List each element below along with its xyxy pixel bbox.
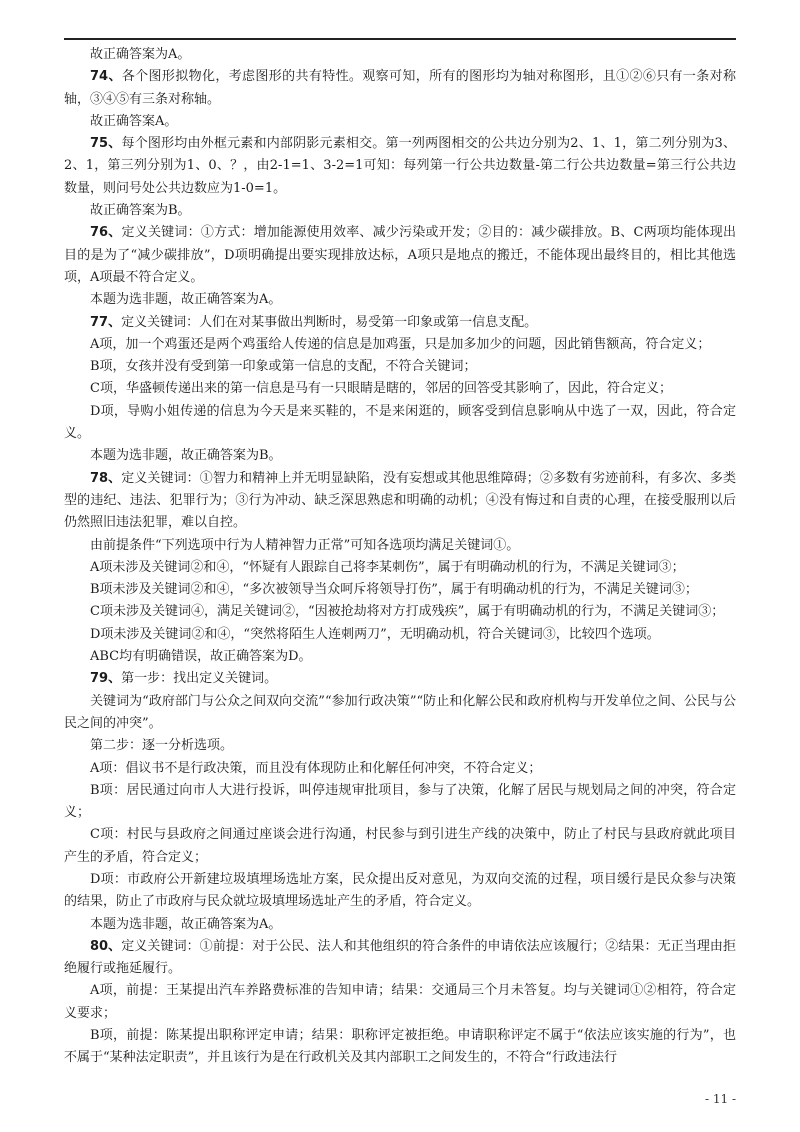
paragraph: ABC均有明确错误，故正确答案为D。 [90, 649, 312, 665]
question-number: 79、 [90, 671, 122, 687]
paragraph: D项：市政府公开新建垃圾填埋场选址方案，民众提出反对意见，为双向交流的过程，项目缓行是民众参与决策的结果，防止了市政府与民众就垃圾填埋场选址产生的矛盾，符合定义。 [64, 871, 736, 910]
question-number: 78、 [90, 470, 122, 486]
paragraph: A项，加一个鸡蛋还是两个鸡蛋给人传递的信息是加鸡蛋，只是加多加少的问题，因此销售额高，符合定义； [90, 336, 711, 352]
paragraph: C项：村民与县政府之间通过座谈会进行沟通，村民参与到引进生产线的决策中，防止了村民与县政府就此项目产生的矛盾，符合定义； [64, 827, 736, 865]
paragraph: 77、定义关键词：人们在对某事做出判断时，易受第一印象或第一信息支配。 [90, 314, 538, 330]
paragraph: C项，华盛顿传递出来的第一信息是马有一只眼睛是瞎的，邻居的回答受其影响了，因此，符合定义； [90, 381, 672, 397]
paragraph: D项，导购小姐传递的信息为今天是来买鞋的，不是来闲逛的，顾客受到信息影响从中选了一双，因此，符合定义。 [64, 403, 736, 442]
paragraph: C项未涉及关键词④，满足关键词②，“因被抢劫将对方打成残疾”，属于有明确动机的行为，不满足关键词③； [90, 604, 725, 620]
paragraph: 故正确答案A。 [90, 113, 178, 129]
paragraph: 本题为选非题，故正确答案为A。 [90, 292, 282, 308]
paragraph: 79、第一步：找出定义关键词。 [90, 671, 278, 687]
paragraph: B项：居民通过向市人大进行投诉，叫停违规审批项目，参与了决策，化解了居民与规划局之间的冲突，符合定义； [64, 782, 736, 821]
question-number: 75、 [90, 136, 122, 152]
paragraph: 74、各个图形拟物化，考虑图形的共有特性。观察可知，所有的图形均为轴对称图形，且①②⑥只有一条对称轴，③④⑤有三条对称轴。 [64, 69, 736, 107]
paragraph: 本题为选非题，故正确答案为A。 [90, 916, 282, 932]
paragraph: B项未涉及关键词②和④，“多次被领导当众呵斥将领导打伤”，属于有明确动机的行为，不满足关键词③； [90, 582, 698, 598]
paragraph: 75、每个图形均由外框元素和内部阴影元素相交。第一列两图相交的公共边分别为2、1、1，第二列分别为3、2、1，第三列分别为1、0、？，由2-1=1、3-2=1可知：每列第一行公共边数量-第二行公共边数量=第三行公共边数量，则问号处公共边数应为1-0=1。 [64, 136, 736, 196]
paragraph: 由前提条件“下列选项中行为人精神智力正常”可知各选项均满足关键词①。 [90, 537, 520, 553]
paragraph: A项，前提：王某提出汽车养路费标准的告知申请；结果：交通局三个月未答复。均与关键词①②相符，符合定义要求； [64, 983, 736, 1021]
paragraph: 故正确答案为A。 [90, 47, 191, 62]
paragraph: A项未涉及关键词②和④，“怀疑有人跟踪自己将李某刺伤”，属于有明确动机的行为，不满足关键词③； [90, 559, 685, 575]
header-rule [64, 38, 736, 40]
answer-explanations [64, 44, 736, 1070]
paragraph: 本题为选非题，故正确答案为B。 [90, 448, 282, 464]
paragraph: 关键词为“政府部门与公众之间双向交流”“参加行政决策”“防止和化解公民和政府机构与开发单位之间、公民与公民之间的冲突”。 [64, 693, 736, 731]
paragraph: 78、定义关键词：①智力和精神上并无明显缺陷，没有妄想或其他思维障碍；②多数有劣迹前科，有多次、多类型的违纪、违法、犯罪行为；③行为冲动、缺乏深思熟虑和明确的动机；④没有悔过和自责的心理，在接受服刑以后仍然照旧违法犯罪，难以自控。 [64, 470, 736, 531]
paragraph: B项，前提：陈某提出职称评定申请；结果：职称评定被拒绝。申请职称评定不属于“依法应该实施的行为”，也不属于“某种法定职责”，并且该行为是在行政机关及其内部职工之间发生的，不符合“行政违法行 [64, 1028, 736, 1066]
paragraph: 第二步：逐一分析选项。 [90, 738, 234, 754]
question-number: 76、 [90, 225, 122, 241]
question-number: 74、 [90, 69, 122, 85]
paragraph: 76、定义关键词：①方式：增加能源使用效率、减少污染或开发；②目的：减少碳排放。B、C两项均能体现出目的是为了“减少碳排放”，D项明确提出要实现排放达标，A项只是地点的搬迁，不能体现出最终目的，相比其他选项，A项最不符合定义。 [64, 225, 736, 285]
question-number: 80、 [90, 938, 122, 954]
paragraph: 80、定义关键词：①前提：对于公民、法人和其他组织的符合条件的申请依法应该履行；②结果：无正当理由拒绝履行或拖延履行。 [64, 938, 736, 977]
paragraph: 故正确答案为B。 [90, 203, 191, 219]
paragraph: B项，女孩并没有受到第一印象或第一信息的支配，不符合关键词； [90, 359, 477, 375]
paragraph: D项未涉及关键词②和④，“突然将陌生人连刺两刀”，无明确动机，符合关键词③，比较四个选项。 [90, 626, 660, 642]
page-number: - 11 - [704, 1092, 736, 1106]
question-number: 77、 [90, 314, 122, 330]
paragraph: A项：倡议书不是行政决策，而且没有体现防止和化解任何冲突，不符合定义； [90, 760, 542, 776]
